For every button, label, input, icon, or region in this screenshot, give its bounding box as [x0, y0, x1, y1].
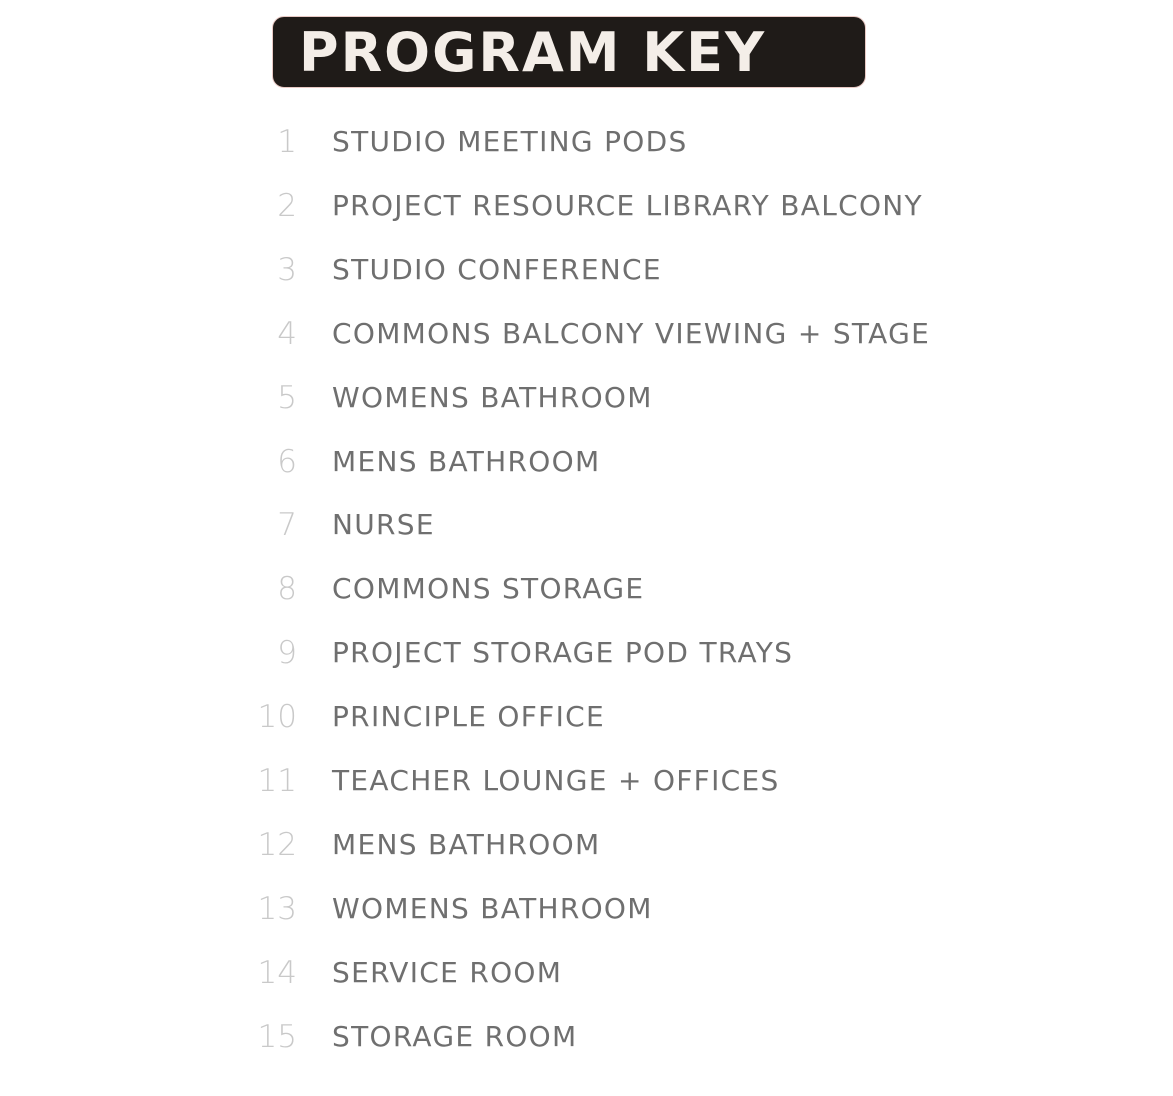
item-label: MENS BATHROOM — [332, 828, 601, 861]
list-item — [0, 250, 1173, 290]
list-item — [0, 186, 1173, 226]
item-label: PRINCIPLE OFFICE — [332, 700, 605, 733]
item-number: 11 — [257, 763, 297, 799]
item-label: STUDIO MEETING PODS — [332, 125, 688, 158]
item-label: STORAGE ROOM — [332, 1020, 578, 1053]
page-title: PROGRAM KEY — [299, 21, 767, 84]
item-number: 12 — [257, 827, 297, 863]
item-label: TEACHER LOUNGE + OFFICES — [332, 764, 780, 797]
list-item — [0, 569, 1173, 609]
item-number: 7 — [277, 507, 297, 543]
item-number: 5 — [277, 380, 297, 416]
item-number: 13 — [257, 891, 297, 927]
item-label: PROJECT RESOURCE LIBRARY BALCONY — [332, 189, 923, 222]
list-item — [0, 505, 1173, 545]
item-number: 6 — [277, 444, 297, 480]
item-number: 4 — [277, 316, 297, 352]
list-item — [0, 825, 1173, 865]
item-label: WOMENS BATHROOM — [332, 381, 653, 414]
item-number: 3 — [277, 252, 297, 288]
list-item — [0, 697, 1173, 737]
item-number: 8 — [277, 571, 297, 607]
list-item — [0, 889, 1173, 929]
item-label: PROJECT STORAGE POD TRAYS — [332, 636, 794, 669]
item-label: COMMONS STORAGE — [332, 572, 645, 605]
item-label: WOMENS BATHROOM — [332, 892, 653, 925]
list-item — [0, 442, 1173, 482]
list-item — [0, 1017, 1173, 1057]
item-number: 15 — [257, 1019, 297, 1055]
item-label: SERVICE ROOM — [332, 956, 563, 989]
list-item — [0, 761, 1173, 801]
list-item — [0, 378, 1173, 418]
item-number: 9 — [277, 635, 297, 671]
item-number: 1 — [277, 124, 297, 160]
item-number: 14 — [257, 955, 297, 991]
list-item — [0, 314, 1173, 354]
item-number: 2 — [277, 188, 297, 224]
item-number: 10 — [257, 699, 297, 735]
item-label: MENS BATHROOM — [332, 445, 601, 478]
item-label: STUDIO CONFERENCE — [332, 253, 662, 286]
list-item — [0, 122, 1173, 162]
item-label: NURSE — [332, 508, 435, 541]
list-item — [0, 953, 1173, 993]
item-label: COMMONS BALCONY VIEWING + STAGE — [332, 317, 931, 350]
list-item — [0, 633, 1173, 673]
title-banner — [272, 16, 866, 88]
